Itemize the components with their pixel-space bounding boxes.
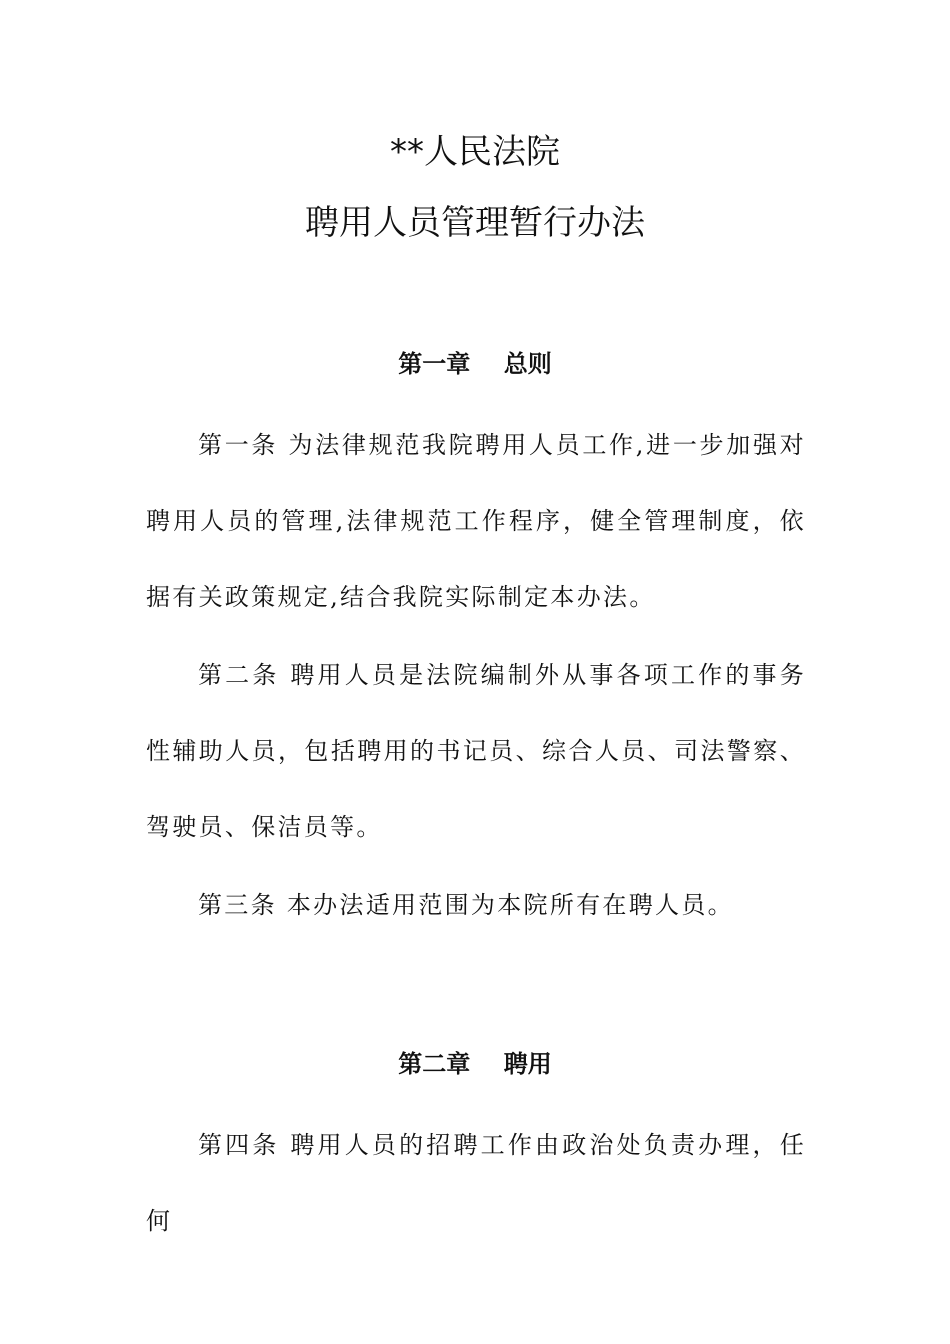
article-1: 第一条 为法律规范我院聘用人员工作,进一步加强对聘用人员的管理,法律规范工作程序，健全管理制度，依据有关政策规定,结合我院实际制定本办法。	[146, 431, 806, 611]
article-3: 第三条 本办法适用范围为本院所有在聘人员。	[198, 891, 734, 919]
document-title-court: **人民法院	[390, 132, 560, 172]
document-title-regulation: 聘用人员管理暂行办法	[305, 203, 645, 243]
chapter-heading-2: 第二章 聘用	[398, 1050, 552, 1078]
chapter-heading-1: 第一章 总则	[398, 350, 552, 378]
article-2: 第二条 聘用人员是法院编制外从事各项工作的事务性辅助人员，包括聘用的书记员、综合人员、司法警察、驾驶员、保洁员等。	[146, 661, 806, 841]
article-4: 第四条 聘用人员的招聘工作由政治处负责办理，任何	[146, 1131, 806, 1235]
